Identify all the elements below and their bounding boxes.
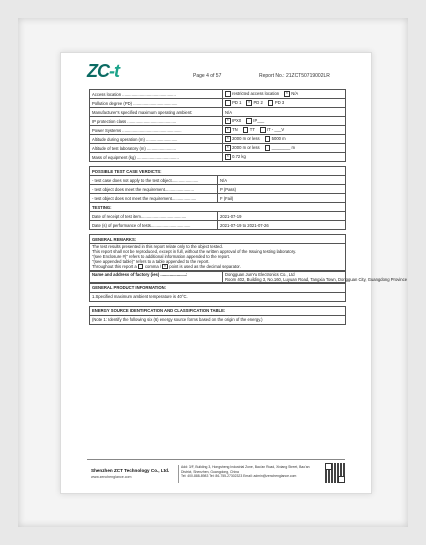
checkbox-icon bbox=[138, 264, 144, 270]
decimal-separator-line bbox=[92, 264, 343, 270]
option-label: TN bbox=[232, 127, 238, 133]
report-number: Report No.: 21ZCT50719002LR bbox=[259, 73, 330, 79]
row-value bbox=[223, 90, 346, 99]
remark-line: "(see appended table)" refers to a table appended to the report. bbox=[92, 259, 210, 264]
table-row bbox=[90, 126, 346, 135]
table-row bbox=[90, 221, 346, 230]
energy-table bbox=[89, 306, 346, 325]
option bbox=[225, 136, 260, 141]
row-value: 2021-07-19 to 2021-07-26 bbox=[218, 221, 346, 230]
row-label: Manufacturer's specified maximum operating ambient: bbox=[90, 108, 223, 117]
remarks-title: GENERAL REMARKS: bbox=[90, 235, 346, 244]
page-header bbox=[61, 53, 371, 79]
row-label: - test case does not apply to the test object....................... bbox=[90, 176, 218, 185]
option-label: N/A bbox=[291, 91, 299, 97]
option bbox=[243, 127, 255, 132]
option bbox=[225, 145, 260, 150]
footer-company: Shenzhen ZCT Technology Co., Ltd. bbox=[91, 468, 170, 473]
option-label: TT bbox=[249, 127, 255, 133]
option bbox=[265, 136, 286, 141]
separator-comma: comma / bbox=[144, 264, 163, 269]
option bbox=[268, 100, 284, 105]
row-label: Altitude during operation (m) ........................... bbox=[90, 135, 223, 144]
option-label: 2000 m or less bbox=[232, 136, 260, 142]
table-row bbox=[90, 144, 346, 153]
row-value bbox=[223, 99, 346, 108]
product-info: 1.Specified maximum ambient temperature is 40°C. bbox=[90, 292, 346, 301]
checkbox-icon bbox=[243, 127, 249, 133]
checkbox-icon bbox=[225, 100, 231, 106]
table-row bbox=[90, 194, 346, 203]
checkbox-icon bbox=[260, 127, 266, 133]
option bbox=[225, 118, 241, 123]
option bbox=[284, 91, 298, 96]
row-label: - test object does meet the requirement......................... bbox=[90, 185, 218, 194]
factory-address bbox=[223, 271, 408, 282]
row-label: Altitude of test laboratory (m) ......................... bbox=[90, 144, 223, 153]
option bbox=[225, 154, 246, 159]
table-row bbox=[90, 99, 346, 108]
table-row bbox=[90, 153, 346, 162]
option bbox=[225, 127, 238, 132]
row-label: Access location .............................................. bbox=[90, 90, 223, 99]
checkbox-icon: × bbox=[163, 263, 166, 268]
checkbox-icon: × bbox=[226, 153, 229, 158]
option-label: IPX0 bbox=[232, 118, 242, 124]
row-label: Date (s) of performance of tests.................................. bbox=[90, 221, 218, 230]
factory-line: Dongguan JunYu Electronics Co., Ltd bbox=[225, 271, 295, 277]
document-page bbox=[60, 52, 408, 494]
testing-title: TESTING: bbox=[90, 203, 346, 212]
option-label: restricted access location bbox=[232, 91, 280, 97]
checkbox-icon: × bbox=[248, 99, 251, 104]
option bbox=[225, 91, 279, 96]
row-value: N/A bbox=[218, 176, 346, 185]
option-label: 2000 m or less bbox=[232, 145, 260, 151]
energy-title: ENERGY SOURCE IDENTIFICATION AND CLASSIFICATION TABLE: bbox=[90, 306, 346, 315]
row-label: - test object does not meet the requirement..................... bbox=[90, 194, 218, 203]
option-label: IP___ bbox=[253, 118, 265, 124]
checkbox-icon: × bbox=[226, 126, 229, 131]
remark-line: The test results presented in this report relate only to the object tested. bbox=[92, 244, 223, 249]
row-value bbox=[223, 144, 346, 153]
table-row bbox=[90, 176, 346, 185]
table-row bbox=[90, 185, 346, 194]
checkbox-icon: × bbox=[285, 90, 288, 95]
row-value: F (Fail) bbox=[218, 194, 346, 203]
separator-prefix: Throughout this report a bbox=[92, 264, 138, 269]
option bbox=[265, 145, 295, 150]
remark-line: "(see Enclosure #)" refers to additional information appended to the report. bbox=[92, 254, 230, 259]
option-label: PD 1 bbox=[232, 100, 242, 106]
table-row bbox=[90, 135, 346, 144]
row-label: Mass of equipment (kg) .................................... bbox=[90, 153, 223, 162]
remarks-text bbox=[90, 244, 346, 271]
option-label: PD 2 bbox=[253, 100, 263, 106]
factory-label: Name and address of factory (ies) ......................: bbox=[90, 271, 223, 282]
verdicts-table bbox=[89, 166, 346, 230]
row-value: 2021-07-19 bbox=[218, 212, 346, 221]
option bbox=[246, 100, 262, 105]
option-label: 0.72 kg bbox=[232, 154, 246, 160]
option bbox=[246, 118, 264, 123]
checkbox-icon bbox=[265, 145, 271, 151]
separator-point: point is used as the decimal separator. bbox=[169, 264, 241, 269]
checkbox-icon bbox=[246, 118, 252, 124]
row-value: P (Pass) bbox=[218, 185, 346, 194]
row-value bbox=[223, 153, 346, 162]
table-row bbox=[90, 117, 346, 126]
remark-line: This report shall not be reproduced, except in full, without the written approval of the Issuing testing laboratory. bbox=[92, 249, 297, 254]
row-value bbox=[223, 126, 346, 135]
row-label: Date of receipt of test item....................................... bbox=[90, 212, 218, 221]
table-row bbox=[90, 108, 346, 117]
equipment-table bbox=[89, 89, 346, 162]
verdicts-title: POSSIBLE TEST CASE VERDICTS: bbox=[90, 167, 346, 176]
row-value: N/A bbox=[223, 108, 346, 117]
footer-address: Add: 3/F, Building 3, Hongsheng Industrial Zone, Bao'an Road, Xixiang Street, Bao'an District, Shenzhen, Guangdong, China Tel: 400-888-8983 Tel: 86-755-27302323 Email: admin@zenchenglance.com bbox=[181, 465, 310, 479]
checkbox-icon bbox=[268, 100, 274, 106]
footer-website[interactable]: www.zenchenglance.com bbox=[91, 475, 132, 479]
row-value bbox=[223, 135, 346, 144]
row-label: Power Systems ................................................... bbox=[90, 126, 223, 135]
checkbox-icon bbox=[265, 136, 271, 142]
remarks-table bbox=[89, 234, 346, 271]
option bbox=[225, 100, 241, 105]
qr-code-icon bbox=[325, 463, 345, 483]
checkbox-icon: × bbox=[226, 135, 229, 140]
factory-line: Room 402, Building 3, No.160, Luyuan Road, Tangxia Town, Dongguan City, Guangdong Province bbox=[225, 276, 408, 282]
zct-logo: ZC-t bbox=[87, 61, 119, 81]
option-label: PD 3 bbox=[274, 100, 285, 106]
factory-table bbox=[89, 271, 408, 283]
product-title: GENERAL PRODUCT INFORMATION: bbox=[90, 283, 346, 292]
checkbox-icon: × bbox=[226, 144, 229, 149]
page-footer bbox=[61, 459, 371, 493]
product-table bbox=[89, 283, 346, 302]
report-content bbox=[89, 89, 408, 325]
row-label: IP protection class .......................................... bbox=[90, 117, 223, 126]
row-label: Pollution degree (PD) ...................................... bbox=[90, 99, 223, 108]
option bbox=[260, 127, 284, 132]
energy-note: (Note 1: Identify the following six (6) energy source forms based on the origin of the energy.) bbox=[90, 315, 346, 324]
table-row bbox=[90, 212, 346, 221]
row-value bbox=[223, 117, 346, 126]
option-label: IT - ___V bbox=[267, 127, 285, 133]
option-label: 5000 m bbox=[271, 136, 286, 142]
page-number: Page 4 of 57 bbox=[193, 73, 222, 79]
checkbox-icon bbox=[225, 91, 231, 97]
checkbox-icon: × bbox=[226, 117, 229, 122]
option-label: ________ m bbox=[271, 145, 295, 151]
table-row bbox=[90, 90, 346, 99]
